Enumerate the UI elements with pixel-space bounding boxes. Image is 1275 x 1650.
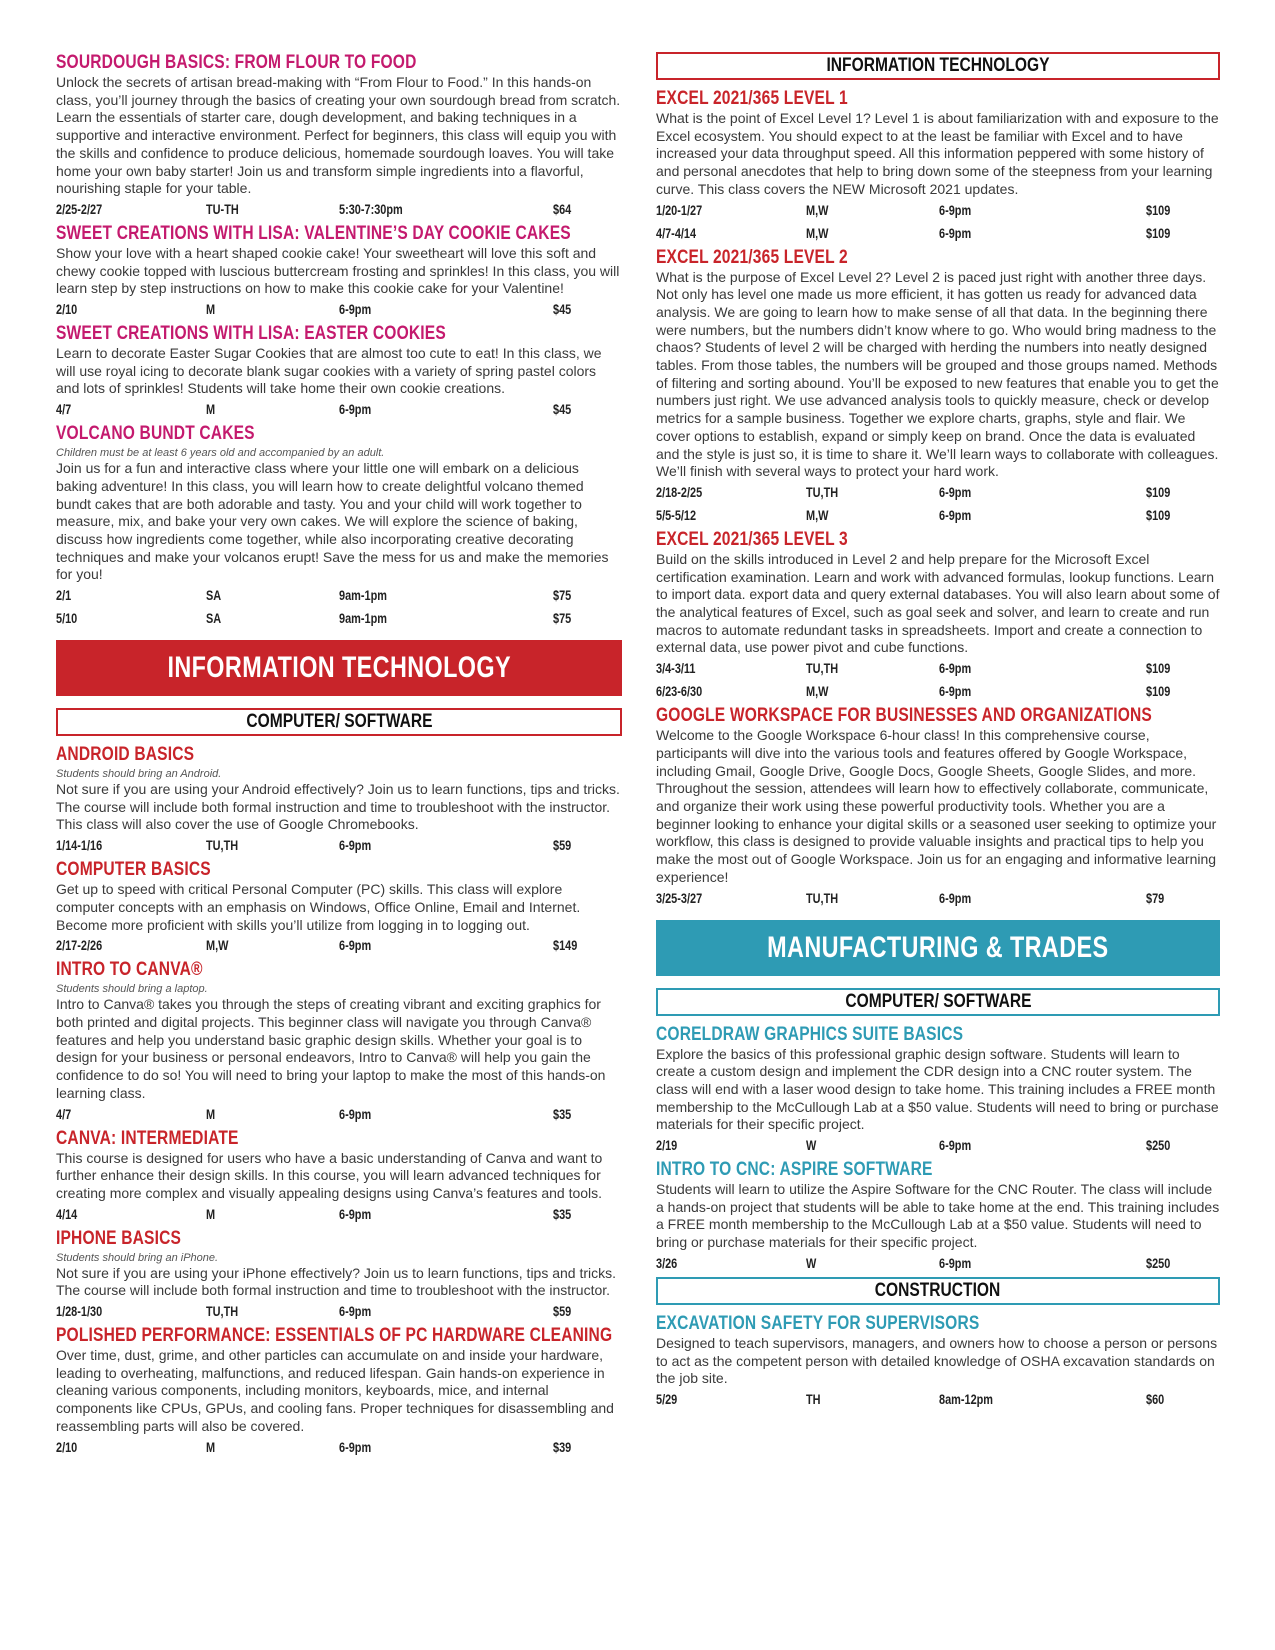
session-days: M <box>206 1438 216 1455</box>
session-time: 6-9pm <box>939 683 972 700</box>
session-row <box>656 1252 1220 1275</box>
course-listing <box>656 529 1220 703</box>
session-time: 6-9pm <box>939 506 972 523</box>
it-courses <box>56 744 622 1458</box>
session-price: $109 <box>1146 683 1171 700</box>
session-date: 6/23-6/30 <box>656 683 703 700</box>
course-description: Join us for a fun and interactive class where your little one will embark on a delicious baking adventure! In this class, you will learn how to create delightful volcano themed bundt cakes that are both adorable and tasty. You and your child will work together to measure, mix, and bake your very own cakes. We will explore the science of baking, discuss how ingredients come together, while also incorporating creative decorating techniques and make your volcanos erupt! Save the mess for us and make the memories for you! <box>56 460 609 583</box>
section-banner-label: INFORMATION TECHNOLOGY <box>167 651 511 685</box>
section-banner-information-technology <box>56 640 622 696</box>
course-note: Students should bring a laptop. <box>56 983 208 996</box>
session-date: 3/25-3/27 <box>656 889 703 906</box>
subhead-label: COMPUTER/ SOFTWARE <box>245 711 433 733</box>
session-days: M <box>206 1105 216 1122</box>
session-price: $109 <box>1146 483 1171 500</box>
session-days: TU,TH <box>806 483 839 500</box>
course-description: Show your love with a heart shaped cookie cake! Your sweetheart will love this soft and chewy cookie topped with luscious buttercream frosting and sprinkles! In this class, you will learn step by step instructions on how to make this cookie cake for your Valentine! <box>56 244 620 297</box>
session-time: 6-9pm <box>339 1303 372 1320</box>
session-date: 2/10 <box>56 301 78 318</box>
session-price: $149 <box>553 937 578 954</box>
session-time: 6-9pm <box>939 889 972 906</box>
course-description: Get up to speed with critical Personal Computer (PC) skills. This class will explore computer concepts with an emphasis on Windows, Office Online, Email and Internet. Become more proficient with skills you’ll utilize from logging in to logging out. <box>56 881 581 933</box>
session-date: 4/14 <box>56 1205 78 1222</box>
session-days: M <box>206 301 216 318</box>
session-days: SA <box>206 587 222 604</box>
session-days: M <box>206 401 216 418</box>
session-price: $59 <box>553 837 572 854</box>
session-row <box>656 887 1220 910</box>
session-time: 6-9pm <box>339 301 372 318</box>
session-row <box>56 1103 622 1126</box>
section-banner-label: MANUFACTURING & TRADES <box>767 930 1109 964</box>
session-price: $45 <box>553 401 572 418</box>
course-note: Students should bring an Android. <box>56 768 222 781</box>
subhead-label: COMPUTER/ SOFTWARE <box>844 990 1032 1012</box>
session-date: 5/29 <box>656 1390 678 1407</box>
subhead-label: INFORMATION TECHNOLOGY <box>826 55 1050 76</box>
course-title: VOLCANO BUNDT CAKES <box>56 423 255 445</box>
session-time: 6-9pm <box>939 483 972 500</box>
course-title: SWEET CREATIONS WITH LISA: EASTER COOKIES <box>56 323 446 345</box>
session-date: 3/4-3/11 <box>656 660 696 677</box>
course-description: Learn to decorate Easter Sugar Cookies that are almost too cute to eat! In this class, we will use royal icing to decorate blank sugar cookies with a variety of spring pastel colors and lots of sprinkles! Students will take home their own cookie creations. <box>56 345 602 397</box>
session-price: $250 <box>1146 1137 1171 1154</box>
course-note: Students should bring an iPhone. <box>56 1251 219 1264</box>
course-listing <box>656 705 1220 909</box>
session-date: 2/17-2/26 <box>56 937 103 954</box>
session-price: $59 <box>553 1303 572 1320</box>
course-title: INTRO TO CANVA® <box>56 959 203 981</box>
session-date: 2/25-2/27 <box>56 200 103 217</box>
session-price: $75 <box>553 587 572 604</box>
session-price: $109 <box>1146 201 1171 218</box>
session-time: 6-9pm <box>939 1254 972 1271</box>
course-description: Unlock the secrets of artisan bread-making with “From Flour to Food.” In this hands-on class, you’ll journey through the basics of creating your own sourdough bread from scratch. Learn the essentials of starter care, dough development, and baking techniques in a supportive and interactive environment. Perfect for beginners, this class will equip you with the skills and confidence to produce delicious, homemade sourdough loaves. You will take home your own baby starter! Join us and transform simple ingredients into a flavorful, nourishing staple for your table. <box>56 74 621 197</box>
section-banner-manufacturing-trades <box>656 920 1220 976</box>
session-time: 6-9pm <box>939 660 972 677</box>
session-date: 4/7 <box>56 1105 72 1122</box>
session-days: W <box>806 1137 817 1154</box>
session-date: 4/7 <box>56 401 72 418</box>
session-time: 6-9pm <box>939 224 972 241</box>
session-row <box>56 298 622 321</box>
session-time: 6-9pm <box>339 1105 372 1122</box>
subhead-label: CONSTRUCTION <box>875 1279 1001 1301</box>
course-listing <box>656 88 1220 245</box>
course-description: Designed to teach supervisors, managers, and owners how to choose a person or persons to act as the competent person with detailed knowledge of OSHA excavation standards on the job site. <box>656 1334 1218 1387</box>
course-description: What is the point of Excel Level 1? Level 1 is about familiarization with and exposure to the Excel ecosystem. You should expect to at the least be familiar with Excel and to have increased your data throughput speed. All this information peppered with some history of and personal anecdotes that help to bring down some of the steepness from your learning curve. This class covers the NEW Microsoft 2021 updates. <box>656 110 1219 197</box>
session-days: TH <box>806 1390 821 1407</box>
session-time: 6-9pm <box>339 1438 372 1455</box>
session-row <box>56 1203 622 1226</box>
session-price: $109 <box>1146 506 1171 523</box>
session-row <box>656 680 1220 703</box>
course-listing <box>56 1325 622 1459</box>
session-days: W <box>806 1254 817 1271</box>
session-row <box>656 504 1220 527</box>
session-price: $109 <box>1146 660 1171 677</box>
subhead-construction <box>656 1277 1220 1305</box>
course-title: EXCAVATION SAFETY FOR SUPERVISORS <box>656 1312 980 1334</box>
course-title: EXCEL 2021/365 LEVEL 3 <box>656 528 848 550</box>
manufacturing-software-courses <box>656 1024 1220 1275</box>
session-date: 2/10 <box>56 1438 78 1455</box>
course-title: SWEET CREATIONS WITH LISA: VALENTINE’S DAY COOKIE CAKES <box>56 222 571 244</box>
session-row <box>56 934 622 957</box>
session-row <box>56 1436 622 1459</box>
course-listing <box>656 1024 1220 1158</box>
session-date: 2/1 <box>56 587 72 604</box>
course-listing <box>56 223 622 321</box>
course-description: Over time, dust, grime, and other particles can accumulate on and inside your hardware, leading to overheating, malfunctions, and reduced lifespan. Gain hands-on experience in cleaning various components, including monitors, keyboards, mice, and internal components like CPUs, GPUs, and cooling fans. Proper techniques for disassembling and reassembling parts will also be covered. <box>56 1347 614 1434</box>
course-listing <box>56 1228 622 1323</box>
course-listing <box>56 744 622 857</box>
course-description: Students will learn to utilize the Aspire Software for the CNC Router. The class will include a hands-on project that students will be able to take home at the end. This training includes a FREE month membership to the McCullough Lab at a $50 value. Students will need to bring or purchase materials for their specific project. <box>656 1181 1220 1251</box>
course-description: This course is designed for users who have a basic understanding of Canva and want to further enhance their design skills. In this course, you will learn advanced techniques for creating more complex and visually appealing designs using Canva’s features and tools. <box>56 1149 603 1201</box>
session-price: $39 <box>553 1438 572 1455</box>
session-days: M,W <box>206 937 229 954</box>
course-title: INTRO TO CNC: ASPIRE SOFTWARE <box>656 1159 933 1181</box>
subhead-information-technology <box>656 52 1220 80</box>
session-row <box>56 198 622 221</box>
session-date: 2/18-2/25 <box>656 483 703 500</box>
course-listing <box>56 859 622 957</box>
session-days: M,W <box>806 224 829 241</box>
course-description: Welcome to the Google Workspace 6-hour class! In this comprehensive course, participants will dive into the various tools and features offered by Google Workspace, including Gmail, Google Drive, Google Docs, Google Sheets, Google Slides, and more. Throughout the session, attendees will learn how to effectively collaborate, communicate, and organize their work using these powerful productivity tools. Whether you are a beginner looking to enhance your digital skills or a seasoned user seeking to optimize your workflow, this class is designed to provide valuable insights and practical tips to help you make the most out of Google Workspace. Join us for an engaging and informative learning experience! <box>656 727 1217 885</box>
session-price: $250 <box>1146 1254 1171 1271</box>
session-date: 5/5-5/12 <box>656 506 697 523</box>
course-title: IPHONE BASICS <box>56 1227 182 1249</box>
subhead-computer-software <box>56 708 622 736</box>
session-row <box>56 1300 622 1323</box>
session-days: TU,TH <box>206 837 239 854</box>
session-row <box>656 481 1220 504</box>
session-price: $45 <box>553 301 572 318</box>
session-row <box>656 222 1220 245</box>
session-row <box>56 607 622 630</box>
session-days: SA <box>206 610 222 627</box>
session-date: 1/28-1/30 <box>56 1303 103 1320</box>
session-price: $60 <box>1146 1390 1165 1407</box>
course-listing <box>56 959 622 1125</box>
session-time: 6-9pm <box>339 937 372 954</box>
session-date: 1/14-1/16 <box>56 837 103 854</box>
course-description: Not sure if you are using your Android effectively? Join us to learn functions, tips and tricks. The course will include both formal instruction and time to troubleshoot with the instructor. This class will also cover the use of Google Chromebooks. <box>56 781 620 833</box>
session-price: $64 <box>553 200 572 217</box>
session-date: 1/20-1/27 <box>656 201 703 218</box>
session-time: 6-9pm <box>339 401 372 418</box>
session-row <box>56 834 622 857</box>
session-date: 3/26 <box>656 1254 678 1271</box>
course-description: Explore the basics of this professional graphic design software. Students will learn to create a custom design and implement the CDR design into a CNC router system. The class will end with a laser wood design to take home. This training includes a FREE month membership to the McCullough Lab at a $50 value. Students will need to bring or purchase materials for their specific project. <box>656 1045 1219 1133</box>
excel-google-courses <box>656 88 1220 910</box>
course-listing <box>656 1159 1220 1275</box>
course-listing <box>656 247 1220 527</box>
course-title: CORELDRAW GRAPHICS SUITE BASICS <box>656 1023 964 1045</box>
course-listing <box>56 1128 622 1226</box>
session-price: $35 <box>553 1205 572 1222</box>
session-days: M,W <box>806 683 829 700</box>
course-description: Build on the skills introduced in Level 2 and help prepare for the Microsoft Excel certification examination. Learn and work with advanced formulas, lookup functions. Learn to import data. export data and query external databases. You will also learn about some of the analytical features of Excel, such as goal seek and solver, and learn to create and run macros to automate redundant tasks in spreadsheets. Import and create a connection to external data, use power pivot and cube functions. <box>656 550 1220 656</box>
session-time: 6-9pm <box>939 201 972 218</box>
course-note: Children must be at least 6 years old and accompanied by an adult. <box>56 447 385 460</box>
session-date: 2/19 <box>656 1137 678 1154</box>
course-listing <box>656 1313 1220 1411</box>
session-row <box>656 1134 1220 1157</box>
course-title: SOURDOUGH BASICS: FROM FLOUR TO FOOD <box>56 52 417 73</box>
session-time: 6-9pm <box>939 1137 972 1154</box>
session-row <box>56 584 622 607</box>
session-time: 8am-12pm <box>939 1390 994 1407</box>
session-time: 6-9pm <box>339 1205 372 1222</box>
session-days: TU,TH <box>806 889 839 906</box>
session-time: 9am-1pm <box>339 587 387 604</box>
course-description: What is the purpose of Excel Level 2? Level 2 is paced just right with another three days. Not only has level one made us more efficient, it has gotten us ready for advanced data analysis. We are going to learn how to make sense of all that data. In the beginning there were numbers, but the numbers didn’t know where to go. Who would bring madness to the chaos? Students of level 2 will be charged with herding the numbers into neatly designed tables. From those tables, the numbers will be grouped and those groups named. Methods of filtering and sorting abound. You’ll be exposed to new features that enable you to get the numbers just right. We use advanced analysis tools to quickly measure, check or develop metrics for a sample business. Together we explore charts, graphs, style and flair. We cover options to establish, expand or simply keep on brand. Once the data is evaluated and the style is just so, it is time to share it. We’ll learn ways to collaborate with colleagues. We’ll finish with several ways to protect your hard work. <box>656 268 1219 480</box>
right-column <box>656 52 1220 1413</box>
session-time: 6-9pm <box>339 837 372 854</box>
session-days: TU-TH <box>206 200 239 217</box>
session-row <box>656 199 1220 222</box>
course-listing <box>56 52 622 221</box>
session-price: $75 <box>553 610 572 627</box>
session-row <box>656 1388 1220 1411</box>
session-date: 5/10 <box>56 610 78 627</box>
session-row <box>56 398 622 421</box>
course-title: EXCEL 2021/365 LEVEL 1 <box>656 88 848 109</box>
session-days: TU,TH <box>806 660 839 677</box>
course-title: EXCEL 2021/365 LEVEL 2 <box>656 246 848 268</box>
course-listing <box>56 323 622 421</box>
session-time: 9am-1pm <box>339 610 387 627</box>
culinary-courses <box>56 52 622 630</box>
session-row <box>656 657 1220 680</box>
session-days: TU,TH <box>206 1303 239 1320</box>
left-column <box>56 52 622 1461</box>
course-listing <box>56 423 622 630</box>
course-description: Intro to Canva® takes you through the steps of creating vibrant and exciting graphics for both printed and digital projects. This beginner class will navigate you through Canva® features and help you understand basic graphic design skills. Whether your goal is to design for your business or personal endeavors, Intro to Canva® will help you gain the confidence to do so! You will need to bring your laptop to make the most of this hands-on learning class. <box>56 996 606 1101</box>
construction-courses <box>656 1313 1220 1411</box>
session-days: M <box>206 1205 216 1222</box>
session-days: M,W <box>806 506 829 523</box>
subhead-computer-software-mfg <box>656 988 1220 1016</box>
course-title: GOOGLE WORKSPACE FOR BUSINESSES AND ORGANIZATIONS <box>656 705 1152 727</box>
course-description: Not sure if you are using your iPhone effectively? Join us to learn functions, tips and tricks. The course will include both formal instruction and time to troubleshoot with the instructor. <box>56 1264 617 1299</box>
course-title: POLISHED PERFORMANCE: ESSENTIALS OF PC HARDWARE CLEANING <box>56 1325 613 1347</box>
session-price: $35 <box>553 1105 572 1122</box>
session-time: 5:30-7:30pm <box>339 200 403 217</box>
session-price: $79 <box>1146 889 1165 906</box>
course-title: COMPUTER BASICS <box>56 859 211 881</box>
course-title: CANVA: INTERMEDIATE <box>56 1127 239 1149</box>
course-title: ANDROID BASICS <box>56 744 195 766</box>
session-days: M,W <box>806 201 829 218</box>
session-price: $109 <box>1146 224 1171 241</box>
session-date: 4/7-4/14 <box>656 224 697 241</box>
